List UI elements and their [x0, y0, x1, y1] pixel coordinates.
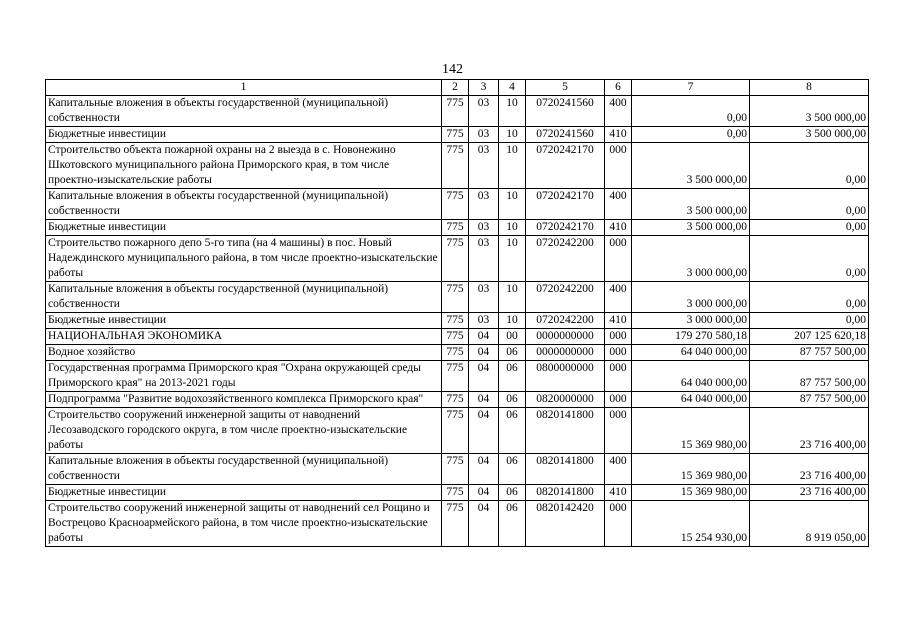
amount-col7-cell: 64 040 000,00 [632, 361, 750, 392]
column-header: 2 [442, 80, 469, 96]
table-row [46, 454, 869, 485]
amount-col8-cell: 0,00 [750, 143, 869, 189]
section-code-cell: 04 [469, 329, 499, 345]
row-name-cell: Бюджетные инвестиции [46, 485, 442, 501]
section-code-cell: 03 [469, 143, 499, 189]
subsection-code-cell: 10 [499, 236, 526, 282]
subsection-code-cell: 10 [499, 220, 526, 236]
table-row [46, 236, 869, 282]
target-article-cell: 0720242170 [526, 189, 605, 220]
table-row [46, 329, 869, 345]
expense-type-cell: 000 [605, 329, 632, 345]
expense-type-cell: 400 [605, 189, 632, 220]
amount-col7-cell: 3 500 000,00 [632, 220, 750, 236]
row-name-cell: Строительство пожарного депо 5-го типа (на 4 машины) в пос. Новый Надеждинского муниципального района, в том числе проектно-изыскательские работы [46, 236, 442, 282]
section-code-cell: 04 [469, 408, 499, 454]
subsection-code-cell: 10 [499, 143, 526, 189]
amount-col8-cell: 23 716 400,00 [750, 454, 869, 485]
ministry-code-cell: 775 [442, 408, 469, 454]
column-header: 3 [469, 80, 499, 96]
table-row [46, 485, 869, 501]
ministry-code-cell: 775 [442, 127, 469, 143]
amount-col7-cell: 3 000 000,00 [632, 282, 750, 313]
target-article-cell: 0820141800 [526, 485, 605, 501]
amount-col7-cell: 3 500 000,00 [632, 143, 750, 189]
expense-type-cell: 000 [605, 361, 632, 392]
row-name-cell: Капитальные вложения в объекты государственной (муниципальной) собственности [46, 282, 442, 313]
section-code-cell: 04 [469, 485, 499, 501]
section-code-cell: 03 [469, 220, 499, 236]
amount-col8-cell: 0,00 [750, 313, 869, 329]
table-row [46, 96, 869, 127]
section-code-cell: 03 [469, 282, 499, 313]
page-number: 142 [442, 62, 463, 77]
section-code-cell: 04 [469, 392, 499, 408]
section-code-cell: 04 [469, 345, 499, 361]
table-row [46, 313, 869, 329]
target-article-cell: 0820141800 [526, 454, 605, 485]
row-name-cell: Капитальные вложения в объекты государственной (муниципальной) собственности [46, 96, 442, 127]
expense-type-cell: 400 [605, 454, 632, 485]
subsection-code-cell: 10 [499, 127, 526, 143]
amount-col7-cell: 3 000 000,00 [632, 313, 750, 329]
amount-col8-cell: 87 757 500,00 [750, 392, 869, 408]
ministry-code-cell: 775 [442, 392, 469, 408]
expense-type-cell: 000 [605, 392, 632, 408]
amount-col7-cell: 3 000 000,00 [632, 236, 750, 282]
table-row [46, 143, 869, 189]
target-article-cell: 0820141800 [526, 408, 605, 454]
section-code-cell: 04 [469, 454, 499, 485]
target-article-cell: 0720241560 [526, 127, 605, 143]
target-article-cell: 0720242170 [526, 220, 605, 236]
section-code-cell: 03 [469, 236, 499, 282]
section-code-cell: 04 [469, 501, 499, 547]
ministry-code-cell: 775 [442, 220, 469, 236]
expense-type-cell: 000 [605, 143, 632, 189]
row-name-cell: Строительство объекта пожарной охраны на 2 выезда в с. Новонежино Шкотовского муниципального района Приморского края, в том числе проектно-изыскательские работы [46, 143, 442, 189]
row-name-cell: НАЦИОНАЛЬНАЯ ЭКОНОМИКА [46, 329, 442, 345]
row-name-cell: Государственная программа Приморского края "Охрана окружающей среды Приморского края" на 2013-2021 годы [46, 361, 442, 392]
expense-type-cell: 000 [605, 408, 632, 454]
table-row [46, 408, 869, 454]
table-row [46, 127, 869, 143]
table-row [46, 282, 869, 313]
target-article-cell: 0000000000 [526, 329, 605, 345]
table-row [46, 392, 869, 408]
target-article-cell: 0720242200 [526, 282, 605, 313]
subsection-code-cell: 10 [499, 282, 526, 313]
expense-type-cell: 410 [605, 127, 632, 143]
ministry-code-cell: 775 [442, 96, 469, 127]
ministry-code-cell: 775 [442, 313, 469, 329]
ministry-code-cell: 775 [442, 361, 469, 392]
subsection-code-cell: 00 [499, 329, 526, 345]
ministry-code-cell: 775 [442, 485, 469, 501]
expense-type-cell: 400 [605, 282, 632, 313]
amount-col7-cell: 3 500 000,00 [632, 189, 750, 220]
target-article-cell: 0720242170 [526, 143, 605, 189]
expense-type-cell: 410 [605, 313, 632, 329]
expense-type-cell: 000 [605, 236, 632, 282]
amount-col8-cell: 87 757 500,00 [750, 345, 869, 361]
amount-col7-cell: 0,00 [632, 96, 750, 127]
row-name-cell: Строительство сооружений инженерной защиты от наводнений Лесозаводского городского округа, в том числе проектно-изыскательские работы [46, 408, 442, 454]
table-row [46, 501, 869, 547]
subsection-code-cell: 06 [499, 501, 526, 547]
target-article-cell: 0720241560 [526, 96, 605, 127]
amount-col8-cell: 3 500 000,00 [750, 127, 869, 143]
section-code-cell: 03 [469, 313, 499, 329]
subsection-code-cell: 06 [499, 345, 526, 361]
amount-col8-cell: 207 125 620,18 [750, 329, 869, 345]
row-name-cell: Подпрограмма "Развитие водохозяйственного комплекса Приморского края" [46, 392, 442, 408]
column-header: 1 [46, 80, 442, 96]
expense-type-cell: 000 [605, 345, 632, 361]
expense-type-cell: 000 [605, 501, 632, 547]
subsection-code-cell: 10 [499, 313, 526, 329]
section-code-cell: 03 [469, 127, 499, 143]
section-code-cell: 03 [469, 96, 499, 127]
row-name-cell: Водное хозяйство [46, 345, 442, 361]
subsection-code-cell: 06 [499, 485, 526, 501]
subsection-code-cell: 06 [499, 454, 526, 485]
target-article-cell: 0000000000 [526, 345, 605, 361]
ministry-code-cell: 775 [442, 143, 469, 189]
column-header: 4 [499, 80, 526, 96]
amount-col7-cell: 15 369 980,00 [632, 408, 750, 454]
amount-col8-cell: 23 716 400,00 [750, 485, 869, 501]
target-article-cell: 0800000000 [526, 361, 605, 392]
ministry-code-cell: 775 [442, 236, 469, 282]
subsection-code-cell: 10 [499, 189, 526, 220]
table-row [46, 361, 869, 392]
ministry-code-cell: 775 [442, 282, 469, 313]
row-name-cell: Бюджетные инвестиции [46, 313, 442, 329]
amount-col8-cell: 0,00 [750, 236, 869, 282]
target-article-cell: 0720242200 [526, 313, 605, 329]
row-name-cell: Строительство сооружений инженерной защиты от наводнений сел Рощино и Вострецово Красноармейского района, в том числе проектно-изыскательские работы [46, 501, 442, 547]
column-header: 5 [526, 80, 605, 96]
amount-col7-cell: 179 270 580,18 [632, 329, 750, 345]
target-article-cell: 0720242200 [526, 236, 605, 282]
target-article-cell: 0820000000 [526, 392, 605, 408]
target-article-cell: 0820142420 [526, 501, 605, 547]
table-row [46, 189, 869, 220]
amount-col7-cell: 15 369 980,00 [632, 485, 750, 501]
amount-col8-cell: 3 500 000,00 [750, 96, 869, 127]
amount-col7-cell: 15 369 980,00 [632, 454, 750, 485]
row-name-cell: Капитальные вложения в объекты государственной (муниципальной) собственности [46, 454, 442, 485]
ministry-code-cell: 775 [442, 345, 469, 361]
ministry-code-cell: 775 [442, 189, 469, 220]
subsection-code-cell: 10 [499, 96, 526, 127]
amount-col7-cell: 15 254 930,00 [632, 501, 750, 547]
table-row [46, 345, 869, 361]
row-name-cell: Бюджетные инвестиции [46, 127, 442, 143]
column-header: 7 [632, 80, 750, 96]
amount-col8-cell: 87 757 500,00 [750, 361, 869, 392]
table-header-row [46, 80, 869, 96]
column-header: 8 [750, 80, 869, 96]
ministry-code-cell: 775 [442, 329, 469, 345]
expense-type-cell: 410 [605, 220, 632, 236]
subsection-code-cell: 06 [499, 408, 526, 454]
ministry-code-cell: 775 [442, 501, 469, 547]
amount-col7-cell: 0,00 [632, 127, 750, 143]
amount-col8-cell: 0,00 [750, 282, 869, 313]
amount-col8-cell: 0,00 [750, 220, 869, 236]
row-name-cell: Капитальные вложения в объекты государственной (муниципальной) собственности [46, 189, 442, 220]
expense-type-cell: 410 [605, 485, 632, 501]
amount-col7-cell: 64 040 000,00 [632, 345, 750, 361]
budget-table [45, 79, 869, 547]
amount-col8-cell: 0,00 [750, 189, 869, 220]
expense-type-cell: 400 [605, 96, 632, 127]
section-code-cell: 04 [469, 361, 499, 392]
subsection-code-cell: 06 [499, 361, 526, 392]
amount-col8-cell: 8 919 050,00 [750, 501, 869, 547]
column-header: 6 [605, 80, 632, 96]
amount-col7-cell: 64 040 000,00 [632, 392, 750, 408]
table-row [46, 220, 869, 236]
row-name-cell: Бюджетные инвестиции [46, 220, 442, 236]
amount-col8-cell: 23 716 400,00 [750, 408, 869, 454]
section-code-cell: 03 [469, 189, 499, 220]
ministry-code-cell: 775 [442, 454, 469, 485]
subsection-code-cell: 06 [499, 392, 526, 408]
